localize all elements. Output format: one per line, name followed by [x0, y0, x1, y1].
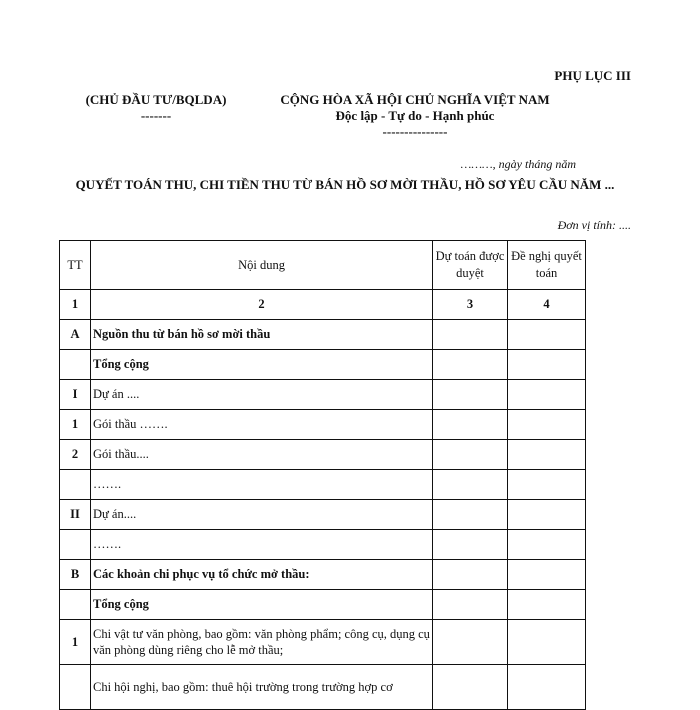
index-cell: 4	[508, 290, 586, 320]
national-motto: Độc lập - Tự do - Hạnh phúc	[335, 108, 495, 123]
table-row	[60, 620, 586, 665]
approved-estimate-cell	[433, 380, 508, 410]
national-header	[265, 92, 565, 140]
header-proposed-settlement: Đề nghị quyết toán	[508, 241, 586, 290]
approved-estimate-cell	[433, 590, 508, 620]
proposed-settlement-cell	[508, 470, 586, 500]
approved-estimate-cell	[433, 440, 508, 470]
row-content: Dự án....	[91, 500, 433, 530]
approved-estimate-cell	[433, 350, 508, 380]
table-row	[60, 500, 586, 530]
row-content: Tổng cộng	[91, 350, 433, 380]
row-number: 2	[60, 440, 91, 470]
proposed-settlement-cell	[508, 665, 586, 710]
row-number: I	[60, 380, 91, 410]
index-cell: 2	[91, 290, 433, 320]
row-content: Tổng cộng	[91, 590, 433, 620]
proposed-settlement-cell	[508, 620, 586, 665]
approved-estimate-cell	[433, 620, 508, 665]
document-title: QUYẾT TOÁN THU, CHI TIỀN THU TỪ BÁN HỒ SƠ MỜI THẦU, HỒ SƠ YÊU CẦU NĂM ...	[75, 177, 615, 192]
table-index-row	[60, 290, 586, 320]
row-number	[60, 530, 91, 560]
proposed-settlement-cell	[508, 530, 586, 560]
proposed-settlement-cell	[508, 560, 586, 590]
row-content: Gói thầu....	[91, 440, 433, 470]
proposed-settlement-cell	[508, 410, 586, 440]
table-row	[60, 560, 586, 590]
row-number: II	[60, 500, 91, 530]
table-row	[60, 440, 586, 470]
approved-estimate-cell	[433, 665, 508, 710]
row-content: …….	[91, 470, 433, 500]
motto-divider: ---------------	[382, 124, 448, 139]
table-row	[60, 410, 586, 440]
row-content: Chi vật tư văn phòng, bao gồm: văn phòng phẩm; công cụ, dụng cụ văn phòng dùng riêng cho lễ mở thầu;	[91, 620, 433, 665]
index-cell: 3	[433, 290, 508, 320]
row-number	[60, 350, 91, 380]
index-cell: 1	[60, 290, 91, 320]
national-title: CỘNG HÒA XÃ HỘI CHỦ NGHĨA VIỆT NAM	[280, 92, 550, 107]
approved-estimate-cell	[433, 500, 508, 530]
proposed-settlement-cell	[508, 500, 586, 530]
proposed-settlement-cell	[508, 590, 586, 620]
row-content: Dự án ....	[91, 380, 433, 410]
header-content: Nội dung	[91, 241, 433, 290]
table-row	[60, 380, 586, 410]
approved-estimate-cell	[433, 560, 508, 590]
table-row	[60, 350, 586, 380]
table-header-row	[60, 241, 586, 290]
row-number	[60, 590, 91, 620]
approved-estimate-cell	[433, 410, 508, 440]
row-number: 1	[60, 620, 91, 665]
approved-estimate-cell	[433, 320, 508, 350]
dateline: ………, ngày tháng năm	[460, 157, 576, 171]
table-row	[60, 320, 586, 350]
appendix-label: PHỤ LỤC III	[554, 68, 631, 83]
row-number: A	[60, 320, 91, 350]
unit-label: Đơn vị tính: ....	[557, 218, 631, 232]
row-content: …….	[91, 530, 433, 560]
row-content: Các khoản chi phục vụ tổ chức mở thầu:	[91, 560, 433, 590]
investor-divider: -------	[140, 108, 172, 123]
investor-name: (CHỦ ĐẦU TƯ/BQLDA)	[85, 92, 227, 107]
investor-block	[76, 92, 236, 124]
header-approved-estimate: Dự toán được duyệt	[433, 241, 508, 290]
header-tt: TT	[60, 241, 91, 290]
proposed-settlement-cell	[508, 380, 586, 410]
row-number: 1	[60, 410, 91, 440]
proposed-settlement-cell	[508, 440, 586, 470]
settlement-table	[59, 240, 586, 710]
row-number	[60, 665, 91, 710]
table-row	[60, 530, 586, 560]
row-number	[60, 470, 91, 500]
row-number: B	[60, 560, 91, 590]
table-row	[60, 470, 586, 500]
proposed-settlement-cell	[508, 320, 586, 350]
table-row	[60, 665, 586, 710]
table-row	[60, 590, 586, 620]
proposed-settlement-cell	[508, 350, 586, 380]
row-content: Chi hội nghị, bao gồm: thuê hội trường trong trường hợp cơ	[91, 665, 433, 710]
row-content: Nguồn thu từ bán hồ sơ mời thầu	[91, 320, 433, 350]
approved-estimate-cell	[433, 470, 508, 500]
row-content: Gói thầu …….	[91, 410, 433, 440]
approved-estimate-cell	[433, 530, 508, 560]
